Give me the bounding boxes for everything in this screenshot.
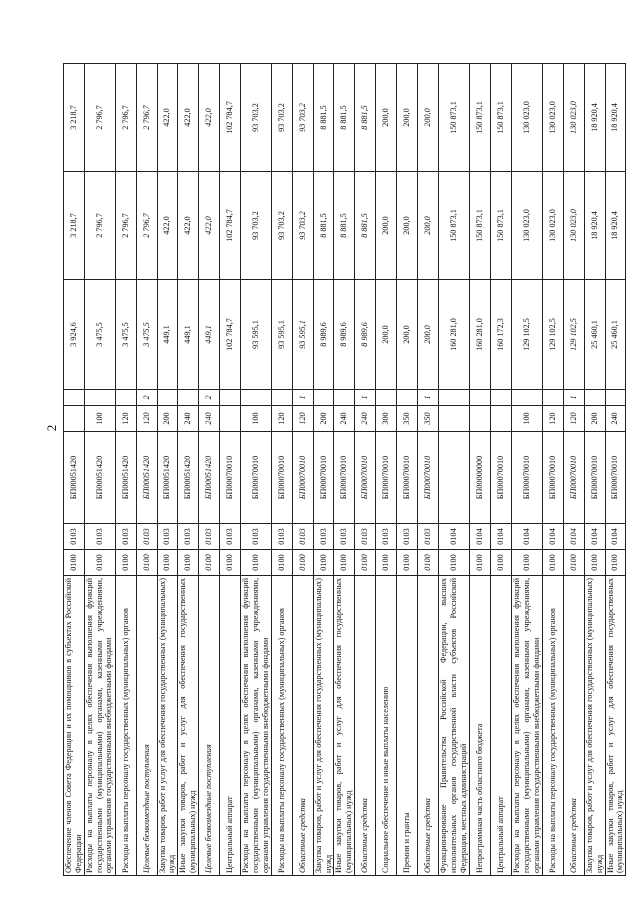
row-description: Расходы на выплаты персоналу в целях обеспечения выполнения функций государственными (муниципальными) органами, казенными учреждениями, органами управления государственными внебюджетными фондами [84, 576, 115, 876]
amount-year-3: 200,0 [375, 64, 396, 172]
subsection-code: 0103 [157, 524, 178, 550]
amount-year-1: 8 989,6 [313, 280, 334, 390]
section-code: 0100 [271, 550, 292, 576]
source-code [334, 390, 355, 406]
amount-year-3: 130 023,0 [511, 64, 542, 172]
amount-year-2: 93 703,2 [240, 172, 271, 280]
amount-year-3: 422,0 [198, 64, 219, 172]
table-row [240, 64, 271, 876]
subsection-code: 0104 [563, 524, 584, 550]
amount-year-2: 422,0 [198, 172, 219, 280]
section-code: 0100 [417, 550, 438, 576]
target-article-code: БП00051420 [136, 432, 157, 524]
amount-year-2: 150 873,1 [438, 172, 469, 280]
subsection-code: 0103 [240, 524, 271, 550]
section-code: 0100 [178, 550, 199, 576]
amount-year-1: 3 475,5 [115, 280, 136, 390]
section-code: 0100 [334, 550, 355, 576]
amount-year-1: 129 102,5 [542, 280, 563, 390]
table-row [84, 64, 115, 876]
target-article-code: БП00070010 [417, 432, 438, 524]
amount-year-2: 8 881,5 [334, 172, 355, 280]
source-code: 1 [292, 390, 313, 406]
source-code [375, 390, 396, 406]
amount-year-1: 3 475,5 [136, 280, 157, 390]
expense-type-code: 240 [198, 406, 219, 432]
amount-year-3: 200,0 [417, 64, 438, 172]
source-code: 2 [198, 390, 219, 406]
amount-year-2: 130 023,0 [563, 172, 584, 280]
expense-type-code: 120 [563, 406, 584, 432]
section-code: 0100 [240, 550, 271, 576]
table-row [469, 64, 490, 876]
table-row [157, 64, 178, 876]
target-article-code: БП00070010 [240, 432, 271, 524]
source-code [396, 390, 417, 406]
target-article-code: БП00070010 [396, 432, 417, 524]
table-row [542, 64, 563, 876]
section-code: 0100 [563, 550, 584, 576]
section-code: 0100 [396, 550, 417, 576]
source-code [438, 390, 469, 406]
source-code [511, 390, 542, 406]
subsection-code: 0104 [542, 524, 563, 550]
amount-year-1: 129 102,5 [563, 280, 584, 390]
expense-type-code: 100 [511, 406, 542, 432]
table-row [584, 64, 605, 876]
amount-year-3: 18 920,4 [584, 64, 605, 172]
target-article-code: БП00070010 [511, 432, 542, 524]
amount-year-3: 8 881,5 [313, 64, 334, 172]
page-number: 2 [44, 424, 59, 432]
amount-year-2: 93 703,2 [271, 172, 292, 280]
target-article-code: БП00070010 [354, 432, 375, 524]
target-article-code: БП00070010 [313, 432, 334, 524]
section-code: 0100 [136, 550, 157, 576]
amount-year-3: 93 703,2 [240, 64, 271, 172]
amount-year-1: 449,1 [157, 280, 178, 390]
section-code: 0100 [605, 550, 626, 576]
amount-year-3: 93 703,2 [271, 64, 292, 172]
subsection-code: 0103 [354, 524, 375, 550]
target-article-code: БП00070010 [542, 432, 563, 524]
amount-year-2: 102 784,7 [219, 172, 240, 280]
section-code: 0100 [469, 550, 490, 576]
row-description: Расходы на выплаты персоналу государственных (муниципальных) органов [271, 576, 292, 876]
amount-year-3: 422,0 [178, 64, 199, 172]
expense-type-code: 120 [115, 406, 136, 432]
subsection-code: 0103 [292, 524, 313, 550]
target-article-code: БП00070010 [292, 432, 313, 524]
amount-year-2: 422,0 [157, 172, 178, 280]
amount-year-2: 150 873,1 [469, 172, 490, 280]
amount-year-1: 160 172,3 [490, 280, 511, 390]
section-code: 0100 [198, 550, 219, 576]
amount-year-1: 93 595,1 [292, 280, 313, 390]
table-row [292, 64, 313, 876]
section-code: 0100 [292, 550, 313, 576]
expense-type-code: 100 [84, 406, 115, 432]
source-code: 1 [563, 390, 584, 406]
target-article-code: БП00000000 [469, 432, 490, 524]
expense-type-code: 120 [136, 406, 157, 432]
subsection-code: 0104 [584, 524, 605, 550]
subsection-code: 0103 [115, 524, 136, 550]
row-description: Расходы на выплаты персоналу государственных (муниципальных) органов [542, 576, 563, 876]
amount-year-2: 18 920,4 [605, 172, 626, 280]
amount-year-1: 3 475,5 [84, 280, 115, 390]
subsection-code: 0104 [469, 524, 490, 550]
expense-type-code: 240 [354, 406, 375, 432]
source-code [178, 390, 199, 406]
target-article-code: БП00051420 [64, 432, 85, 524]
amount-year-2: 8 881,5 [354, 172, 375, 280]
expense-type-code: 120 [542, 406, 563, 432]
table-row [354, 64, 375, 876]
table-row [396, 64, 417, 876]
amount-year-1: 200,0 [375, 280, 396, 390]
subsection-code: 0103 [64, 524, 85, 550]
source-code [542, 390, 563, 406]
amount-year-3: 150 873,1 [469, 64, 490, 172]
row-description: Иные закупки товаров, работ и услуг для обеспечения государственных (муниципальных) нужд [178, 576, 199, 876]
amount-year-1: 25 460,1 [605, 280, 626, 390]
table-row [115, 64, 136, 876]
section-code: 0100 [354, 550, 375, 576]
section-code: 0100 [115, 550, 136, 576]
target-article-code [438, 432, 469, 524]
target-article-code: БП00051420 [84, 432, 115, 524]
subsection-code: 0103 [313, 524, 334, 550]
table-body [64, 64, 626, 876]
table-row [178, 64, 199, 876]
row-description: Обеспечение членов Совета Федерации и их помощников в субъектах Российской Федерации [64, 576, 85, 876]
amount-year-1: 25 460,1 [584, 280, 605, 390]
row-description: Областные средства [354, 576, 375, 876]
amount-year-3: 2 796,7 [115, 64, 136, 172]
table-row [271, 64, 292, 876]
source-code [490, 390, 511, 406]
source-code [219, 390, 240, 406]
amount-year-3: 130 023,0 [542, 64, 563, 172]
source-code: 1 [417, 390, 438, 406]
amount-year-1: 8 989,6 [334, 280, 355, 390]
subsection-code: 0103 [375, 524, 396, 550]
expense-type-code: 200 [157, 406, 178, 432]
expense-type-code: 300 [375, 406, 396, 432]
source-code: 2 [136, 390, 157, 406]
source-code [469, 390, 490, 406]
target-article-code: БП00051420 [115, 432, 136, 524]
subsection-code: 0103 [417, 524, 438, 550]
target-article-code: БП00051420 [178, 432, 199, 524]
amount-year-1: 200,0 [417, 280, 438, 390]
source-code: 1 [354, 390, 375, 406]
source-code [240, 390, 271, 406]
expense-type-code: 350 [396, 406, 417, 432]
section-code: 0100 [64, 550, 85, 576]
amount-year-3: 3 218,7 [64, 64, 85, 172]
section-code: 0100 [84, 550, 115, 576]
row-description: Расходы на выплаты персоналу государственных (муниципальных) органов [115, 576, 136, 876]
amount-year-2: 422,0 [178, 172, 199, 280]
row-description: Целевые безвозмездные поступления [198, 576, 219, 876]
target-article-code: БП00070010 [563, 432, 584, 524]
expense-type-code: 200 [584, 406, 605, 432]
amount-year-2: 130 023,0 [542, 172, 563, 280]
row-description: Областные средства [292, 576, 313, 876]
expense-type-code: 240 [334, 406, 355, 432]
amount-year-2: 18 920,4 [584, 172, 605, 280]
row-description: Целевые безвозмездные поступления [136, 576, 157, 876]
amount-year-2: 3 218,7 [64, 172, 85, 280]
amount-year-3: 150 873,1 [490, 64, 511, 172]
expense-type-code [490, 406, 511, 432]
source-code [584, 390, 605, 406]
source-code [605, 390, 626, 406]
row-description: Расходы на выплаты персоналу в целях обеспечения выполнения функций государственными (муниципальными) органами, казенными учреждениями, органами управления государственными внебюджетными фондами [511, 576, 542, 876]
subsection-code: 0104 [511, 524, 542, 550]
amount-year-1: 3 924,6 [64, 280, 85, 390]
expense-type-code [219, 406, 240, 432]
amount-year-2: 200,0 [375, 172, 396, 280]
amount-year-1: 200,0 [396, 280, 417, 390]
expense-type-code: 240 [178, 406, 199, 432]
subsection-code: 0103 [198, 524, 219, 550]
amount-year-1: 102 784,7 [219, 280, 240, 390]
section-code: 0100 [490, 550, 511, 576]
subsection-code: 0103 [84, 524, 115, 550]
amount-year-1: 93 595,1 [240, 280, 271, 390]
subsection-code: 0103 [334, 524, 355, 550]
row-description: Закупка товаров, работ и услуг для обеспечения государственных (муниципальных) нужд [584, 576, 605, 876]
table-row [417, 64, 438, 876]
target-article-code: БП00070010 [584, 432, 605, 524]
row-description: Закупка товаров, работ и услуг для обеспечения государственных (муниципальных) нужд [157, 576, 178, 876]
target-article-code: БП00051420 [198, 432, 219, 524]
expense-type-code [64, 406, 85, 432]
table-row [605, 64, 626, 876]
amount-year-3: 2 796,7 [136, 64, 157, 172]
amount-year-3: 422,0 [157, 64, 178, 172]
subsection-code: 0103 [178, 524, 199, 550]
target-article-code: БП00070010 [605, 432, 626, 524]
source-code [64, 390, 85, 406]
subsection-code: 0104 [605, 524, 626, 550]
amount-year-1: 160 281,0 [469, 280, 490, 390]
row-description: Областные средства [563, 576, 584, 876]
table-row [313, 64, 334, 876]
amount-year-3: 130 023,0 [563, 64, 584, 172]
expense-type-code: 200 [313, 406, 334, 432]
section-code: 0100 [584, 550, 605, 576]
amount-year-2: 2 796,7 [136, 172, 157, 280]
target-article-code: БП00070010 [375, 432, 396, 524]
budget-table [63, 63, 626, 876]
amount-year-3: 150 873,1 [438, 64, 469, 172]
source-code [313, 390, 334, 406]
table-row [64, 64, 85, 876]
source-code [115, 390, 136, 406]
amount-year-3: 18 920,4 [605, 64, 626, 172]
section-code: 0100 [157, 550, 178, 576]
subsection-code: 0103 [219, 524, 240, 550]
section-code: 0100 [438, 550, 469, 576]
source-code [84, 390, 115, 406]
table-row [198, 64, 219, 876]
table-row [136, 64, 157, 876]
row-description: Социальное обеспечение и иные выплаты населению [375, 576, 396, 876]
amount-year-2: 8 881,5 [313, 172, 334, 280]
amount-year-2: 93 703,2 [292, 172, 313, 280]
target-article-code: БП00051420 [157, 432, 178, 524]
amount-year-2: 200,0 [417, 172, 438, 280]
source-code [271, 390, 292, 406]
target-article-code: БП00070010 [334, 432, 355, 524]
subsection-code: 0104 [490, 524, 511, 550]
subsection-code: 0103 [271, 524, 292, 550]
expense-type-code: 350 [417, 406, 438, 432]
row-description: Областные средства [417, 576, 438, 876]
target-article-code: БП00070010 [219, 432, 240, 524]
subsection-code: 0103 [396, 524, 417, 550]
subsection-code: 0103 [136, 524, 157, 550]
amount-year-1: 93 595,1 [271, 280, 292, 390]
row-description: Иные закупки товаров, работ и услуг для обеспечения государственных (муниципальных) нужд [605, 576, 626, 876]
table-row [490, 64, 511, 876]
amount-year-1: 160 281,0 [438, 280, 469, 390]
row-description: Центральный аппарат [490, 576, 511, 876]
expense-type-code: 240 [605, 406, 626, 432]
target-article-code: БП00070010 [490, 432, 511, 524]
amount-year-1: 449,1 [198, 280, 219, 390]
section-code: 0100 [219, 550, 240, 576]
row-description: Функционирование Правительства Российской Федерации, высших исполнительных органов государственной власти субъектов Российской Федерации, местных администраций [438, 576, 469, 876]
amount-year-3: 200,0 [396, 64, 417, 172]
section-code: 0100 [511, 550, 542, 576]
section-code: 0100 [542, 550, 563, 576]
amount-year-1: 129 102,5 [511, 280, 542, 390]
table-row [511, 64, 542, 876]
amount-year-3: 2 796,7 [84, 64, 115, 172]
amount-year-2: 2 796,7 [84, 172, 115, 280]
amount-year-3: 8 881,5 [354, 64, 375, 172]
table-row [219, 64, 240, 876]
subsection-code: 0104 [438, 524, 469, 550]
expense-type-code [469, 406, 490, 432]
row-description: Расходы на выплаты персоналу в целях обеспечения выполнения функций государственными (муниципальными) органами, казенными учреждениями, органами управления государственными внебюджетными фондами [240, 576, 271, 876]
expense-type-code: 120 [292, 406, 313, 432]
row-description: Центральный аппарат [219, 576, 240, 876]
amount-year-1: 449,1 [178, 280, 199, 390]
row-description: Закупка товаров, работ и услуг для обеспечения государственных (муниципальных) нужд [313, 576, 334, 876]
table-row [563, 64, 584, 876]
row-description: Иные закупки товаров, работ и услуг для обеспечения государственных (муниципальных) нужд [334, 576, 355, 876]
source-code [157, 390, 178, 406]
amount-year-2: 150 873,1 [490, 172, 511, 280]
amount-year-3: 102 784,7 [219, 64, 240, 172]
table-row [438, 64, 469, 876]
amount-year-1: 8 989,6 [354, 280, 375, 390]
amount-year-2: 2 796,7 [115, 172, 136, 280]
table-row [334, 64, 355, 876]
target-article-code: БП00070010 [271, 432, 292, 524]
amount-year-2: 200,0 [396, 172, 417, 280]
expense-type-code: 100 [240, 406, 271, 432]
section-code: 0100 [375, 550, 396, 576]
expense-type-code [438, 406, 469, 432]
amount-year-2: 130 023,0 [511, 172, 542, 280]
budget-table-rotated [63, 64, 626, 876]
amount-year-3: 93 703,2 [292, 64, 313, 172]
row-description: Непрограммная часть областного бюджета [469, 576, 490, 876]
table-row [375, 64, 396, 876]
row-description: Премии и гранты [396, 576, 417, 876]
expense-type-code: 120 [271, 406, 292, 432]
section-code: 0100 [313, 550, 334, 576]
amount-year-3: 8 881,5 [334, 64, 355, 172]
